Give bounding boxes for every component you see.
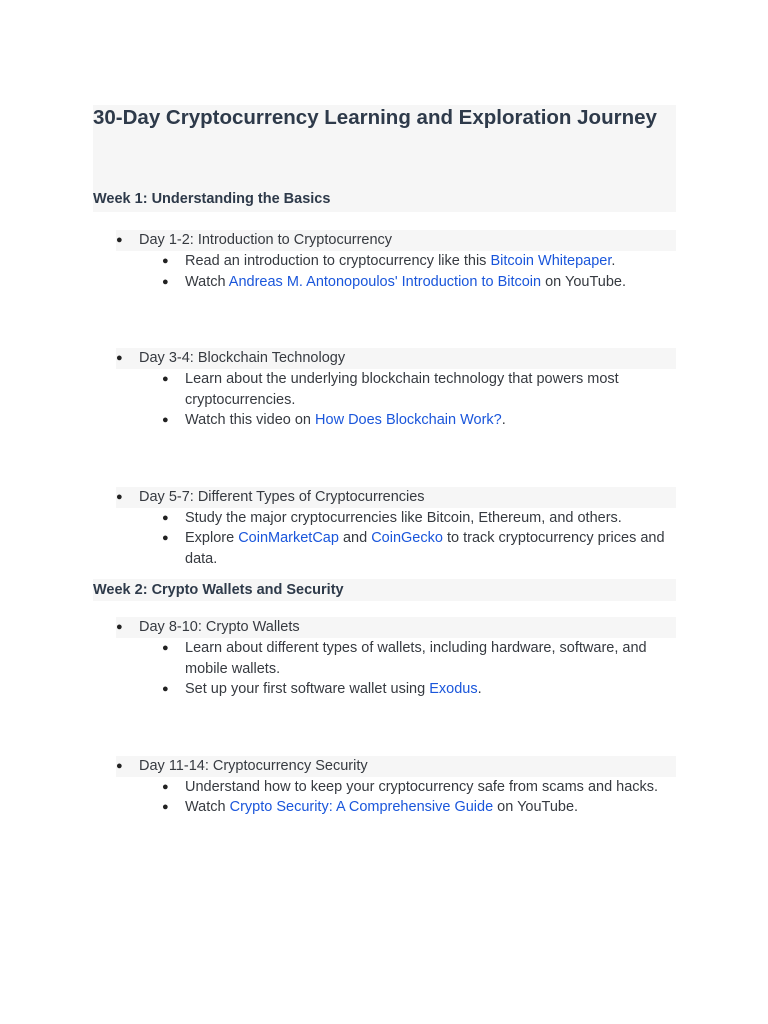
list-item	[162, 797, 676, 818]
item-text: and	[338, 530, 372, 546]
link-how-blockchain-works[interactable]: How Does Blockchain Work?	[315, 412, 502, 428]
list-item	[162, 272, 676, 293]
link-exodus[interactable]: Exodus	[429, 681, 478, 697]
link-antonopoulos-intro[interactable]: Andreas M. Antonopoulos' Introduction to Bitcoin	[228, 273, 542, 290]
link-crypto-security-guide[interactable]: Crypto Security: A Comprehensive Guide	[229, 799, 494, 815]
bullet-icon: ●	[116, 234, 123, 246]
item-text: on YouTube.	[493, 799, 579, 815]
week-2-day-list	[93, 617, 676, 818]
day-label: Day 3-4: Blockchain Technology	[139, 350, 346, 366]
list-item	[162, 410, 676, 431]
list-item	[162, 251, 676, 272]
bullet-icon: ●	[162, 683, 169, 695]
link-bitcoin-whitepaper[interactable]: Bitcoin Whitepaper	[490, 253, 612, 269]
week-heading-block	[93, 579, 676, 601]
sub-list	[93, 777, 676, 818]
item-text: Read an introduction to cryptocurrency like this	[185, 253, 491, 269]
day-row	[116, 487, 676, 508]
item-text: Explore	[185, 530, 239, 546]
list-item	[162, 679, 676, 700]
list-item	[93, 756, 676, 818]
list-item	[162, 528, 676, 569]
bullet-icon: ●	[162, 801, 169, 813]
day-label: Day 11-14: Cryptocurrency Security	[139, 757, 368, 774]
link-coingecko[interactable]: CoinGecko	[371, 530, 443, 546]
list-item	[93, 487, 676, 570]
week-heading-1: Week 1: Understanding the Basics	[93, 191, 331, 207]
sub-list	[93, 638, 676, 700]
sub-list	[93, 508, 676, 570]
item-text: .	[611, 253, 616, 269]
spacer	[93, 700, 676, 756]
page-title: 30-Day Cryptocurrency Learning and Exploration Journey	[93, 106, 657, 129]
week-1-day-list	[93, 230, 676, 569]
list-item	[162, 369, 676, 410]
item-text: Understand how to keep your cryptocurrency safe from scams and hacks.	[185, 778, 659, 795]
day-label: Day 8-10: Crypto Wallets	[139, 619, 300, 635]
day-row	[116, 756, 676, 777]
bullet-icon: ●	[162, 414, 169, 426]
document-page	[93, 105, 676, 818]
item-text: Set up your first software wallet using	[185, 681, 430, 697]
bullet-icon: ●	[116, 352, 123, 364]
item-text: Study the major cryptocurrencies like Bitcoin, Ethereum, and others.	[185, 509, 622, 526]
day-row	[116, 230, 676, 251]
sub-list	[93, 251, 676, 292]
list-item	[162, 777, 676, 798]
item-text: Learn about the underlying blockchain technology that powers most cryptocurrencies.	[185, 371, 619, 408]
week-heading-2: Week 2: Crypto Wallets and Security	[93, 582, 344, 598]
day-label: Day 1-2: Introduction to Cryptocurrency	[139, 232, 393, 248]
bullet-icon: ●	[162, 511, 169, 524]
bullet-icon: ●	[162, 373, 169, 385]
bullet-icon: ●	[116, 759, 123, 772]
link-coinmarketcap[interactable]: CoinMarketCap	[238, 530, 339, 546]
item-text: .	[477, 681, 482, 697]
item-text: to track cryptocurrency prices and data.	[185, 530, 665, 567]
list-item	[93, 230, 676, 292]
spacer	[93, 431, 676, 487]
bullet-icon: ●	[162, 780, 169, 793]
list-item	[162, 638, 676, 679]
bullet-icon: ●	[162, 275, 169, 288]
day-row	[116, 617, 676, 638]
spacer	[93, 292, 676, 348]
bullet-icon: ●	[116, 490, 123, 503]
list-item	[93, 617, 676, 700]
list-item	[93, 348, 676, 431]
item-text: .	[501, 412, 506, 428]
day-row	[116, 348, 676, 369]
list-item	[162, 508, 676, 529]
sub-list	[93, 369, 676, 431]
item-text: Watch	[185, 799, 230, 815]
item-text: on YouTube.	[541, 273, 627, 290]
item-text: Watch	[185, 273, 229, 290]
item-text: Watch this video on	[185, 412, 316, 428]
bullet-icon: ●	[116, 621, 123, 633]
title-block	[93, 105, 676, 212]
bullet-icon: ●	[162, 642, 169, 654]
bullet-icon: ●	[162, 532, 169, 544]
bullet-icon: ●	[162, 255, 169, 267]
item-text: Learn about different types of wallets, including hardware, software, and mobile wallets.	[185, 640, 647, 677]
day-label: Day 5-7: Different Types of Cryptocurrencies	[139, 488, 425, 505]
